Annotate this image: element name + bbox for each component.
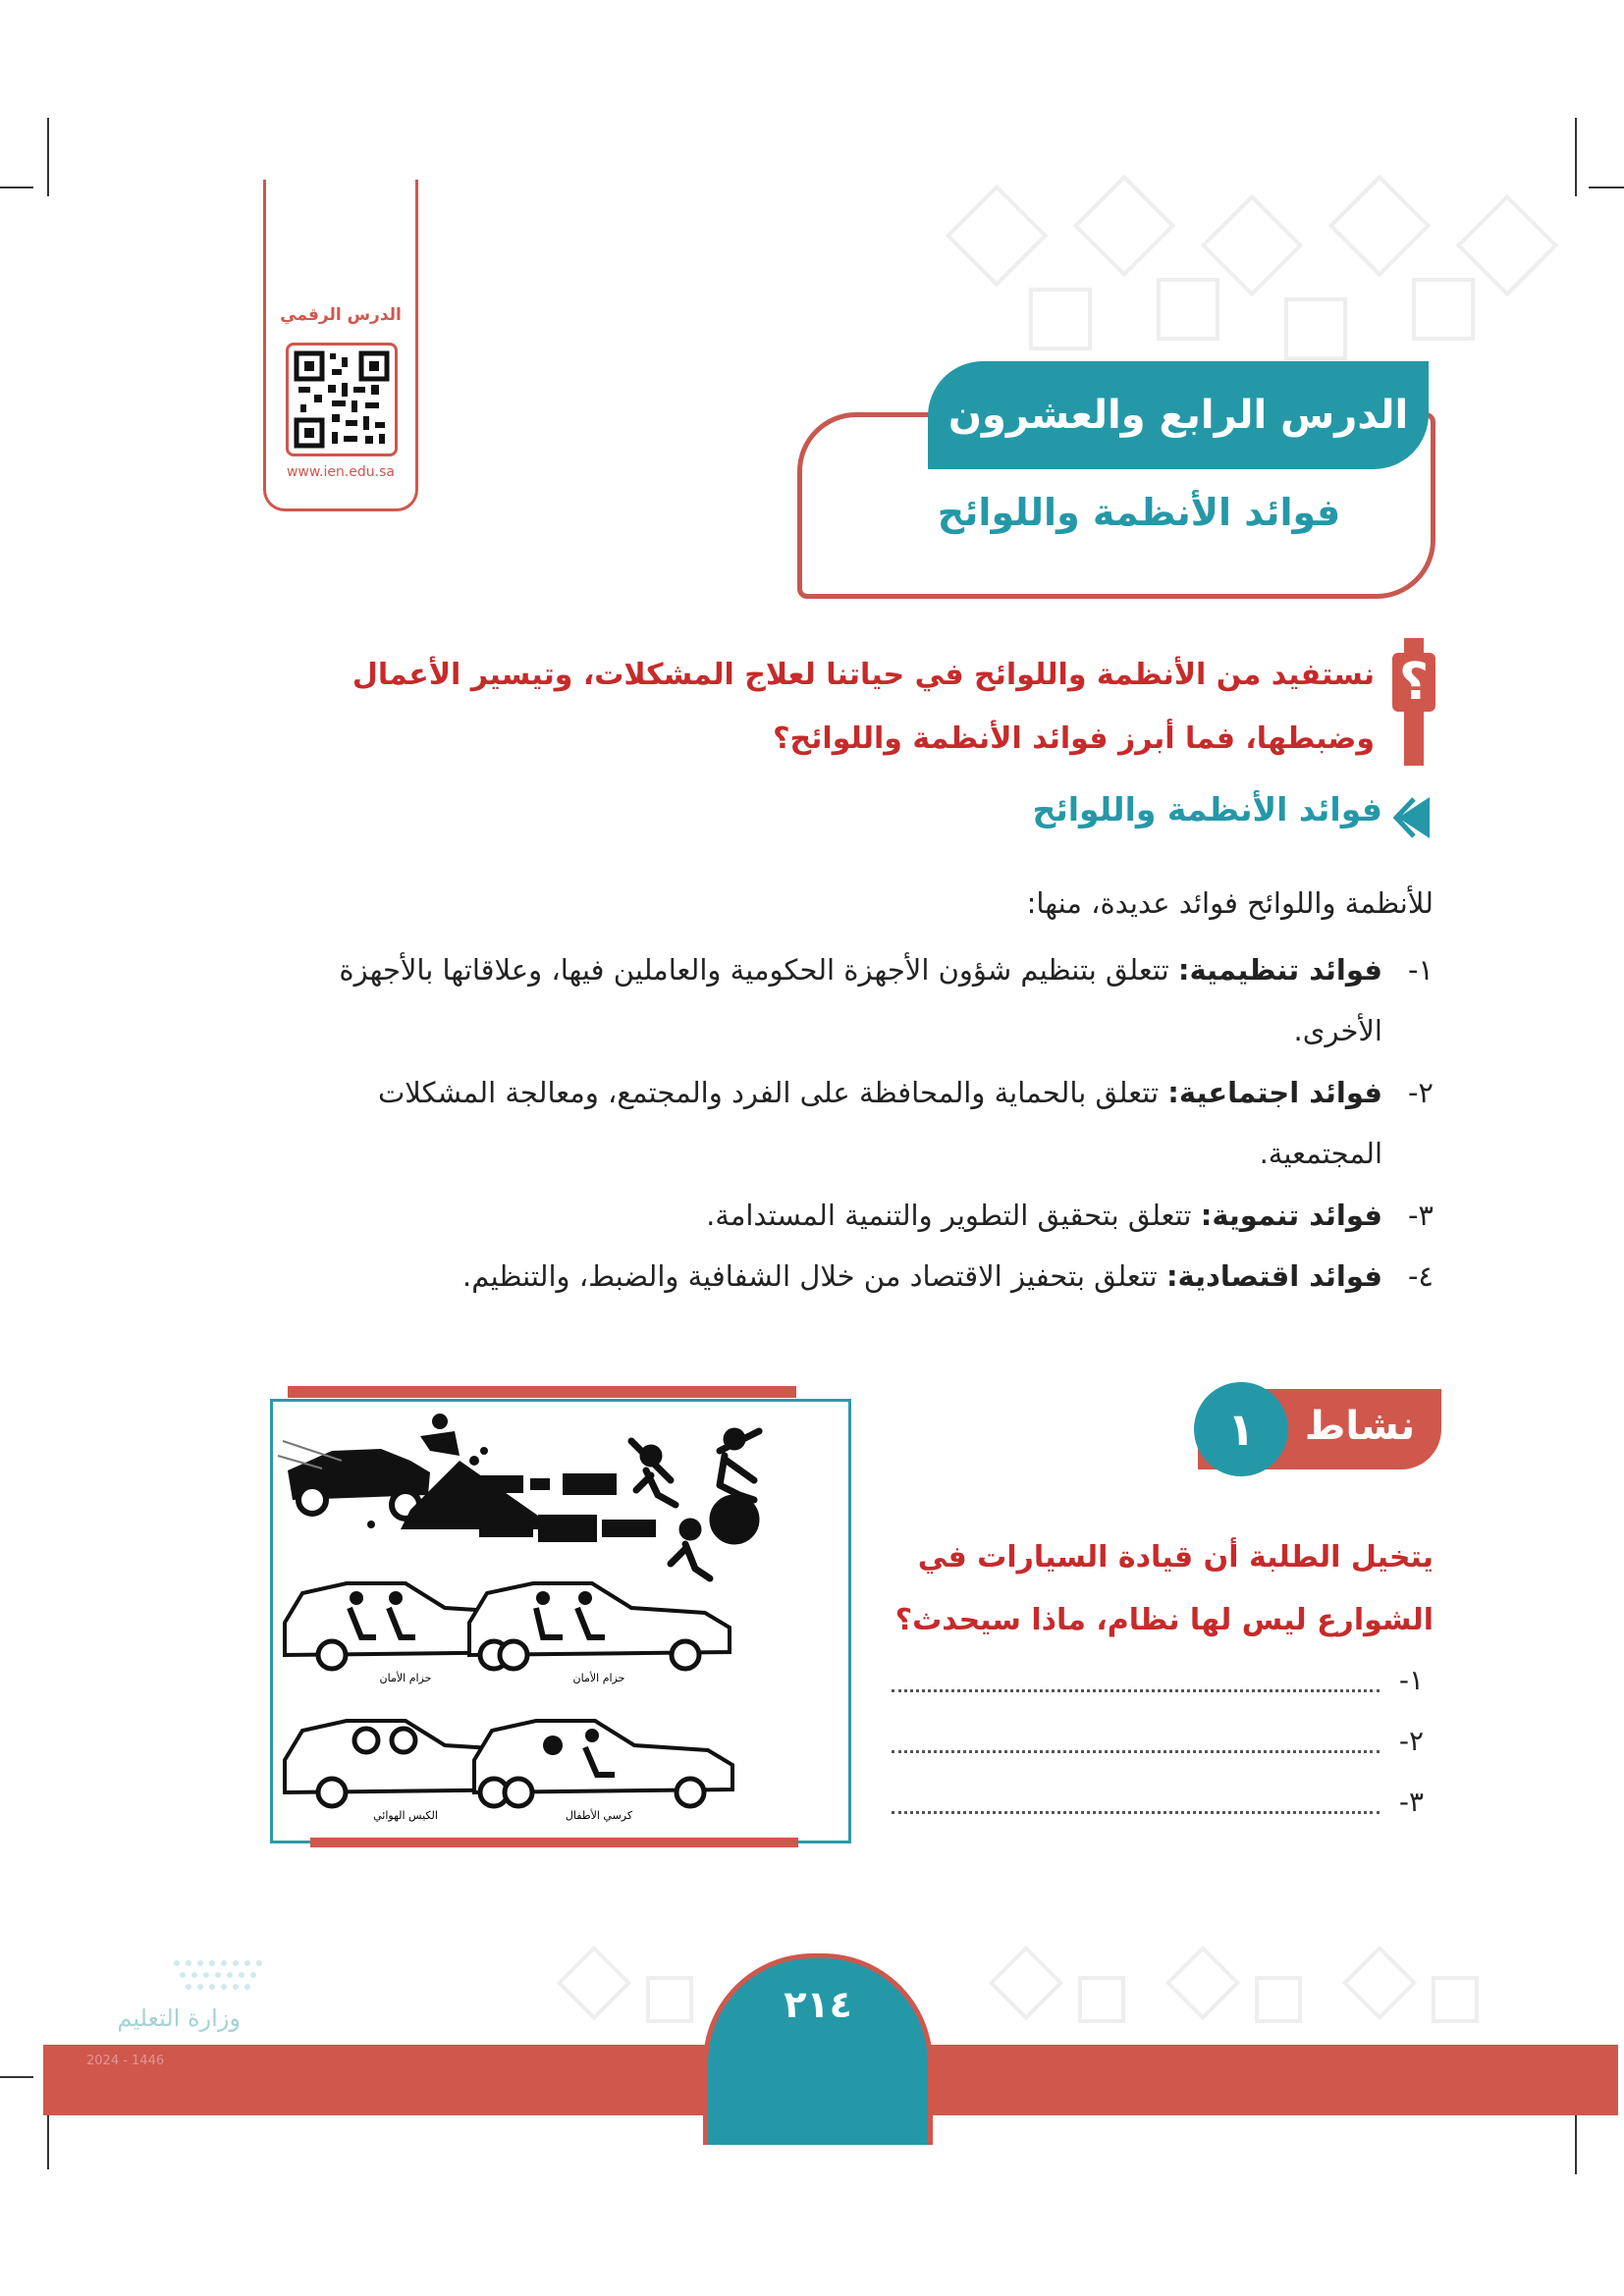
crop-mark — [0, 187, 33, 188]
benefit-number: ١- — [1407, 953, 1434, 987]
benefit-text: تتعلق بالحماية والمحافظة على الفرد والمجتمع، ومعالجة المشكلات المجتمعية. — [377, 1076, 1382, 1170]
qr-code[interactable] — [286, 343, 398, 456]
illustration-accent-bar — [310, 1838, 798, 1847]
section-intro: للأنظمة واللوائح فوائد عديدة، منها: — [1026, 886, 1434, 920]
ministry-name: وزارة التعليم — [117, 2004, 241, 2032]
crop-mark — [0, 2076, 33, 2078]
illustration-accent-bar — [288, 1386, 796, 1398]
car-safety-illustration — [270, 1399, 851, 1843]
answer-number: ١- — [1398, 1664, 1424, 1696]
crop-mark — [47, 118, 49, 196]
benefit-text: تتعلق بتنظيم شؤون الأجهزة الحكومية والعاملين فيها، وعلاقاتها بالأجهزة الأخرى. — [339, 953, 1382, 1047]
chevron-left-icon — [1392, 793, 1432, 842]
benefit-item — [255, 1246, 1434, 1307]
qr-code-icon — [289, 346, 395, 454]
activity-number: ١ — [1194, 1382, 1288, 1476]
benefit-item — [255, 1062, 1434, 1184]
page-number: ٢١٤ — [784, 1983, 852, 2026]
illustration-caption: كرسي الأطفال — [565, 1809, 633, 1822]
answer-line-1[interactable] — [874, 1664, 1424, 1703]
benefit-item — [255, 1185, 1434, 1246]
benefit-number: ٣- — [1407, 1199, 1434, 1232]
illustration-caption: الكيس الهوائي — [373, 1809, 438, 1822]
activity-question: يتخيل الطلبة أن قيادة السيارات في الشوارع ليس لها نظام، ماذا سيحدث؟ — [894, 1540, 1434, 1637]
ministry-logo-icon — [79, 1944, 304, 2052]
illustration-caption: حزام الأمان — [572, 1672, 625, 1684]
answer-line-2[interactable] — [874, 1725, 1424, 1764]
benefit-number: ٤- — [1407, 1259, 1434, 1293]
car-safety-icon — [273, 1402, 848, 1841]
benefit-number: ٢- — [1407, 1076, 1434, 1109]
lesson-number-banner: الدرس الرابع والعشرون — [928, 361, 1429, 469]
benefit-label: فوائد تنموية: — [1200, 1199, 1382, 1232]
benefit-label: فوائد اقتصادية: — [1165, 1259, 1382, 1293]
ministry-year: 2024 - 1446 — [86, 2054, 165, 2068]
answer-dots — [892, 1689, 1380, 1692]
answer-dots — [892, 1750, 1380, 1753]
answer-number: ٢- — [1398, 1725, 1424, 1757]
benefit-text: تتعلق بتحقيق التطوير والتنمية المستدامة. — [706, 1199, 1192, 1232]
intro-question: نستفيد من الأنظمة واللوائح في حياتنا لعلاج المشكلات، وتيسير الأعمال وضبطها، فما أبرز فوائد الأنظمة واللوائح؟ — [352, 658, 1375, 756]
question-mark-icon: ؟ — [1392, 653, 1435, 712]
benefit-label: فوائد اجتماعية: — [1167, 1076, 1382, 1109]
benefit-item — [255, 939, 1434, 1061]
answer-dots — [892, 1811, 1380, 1814]
activity-label: نشاط — [1304, 1404, 1416, 1449]
digital-lesson-title: الدرس الرقمي — [280, 305, 402, 325]
digital-lesson-url[interactable]: www.ien.edu.sa — [286, 464, 396, 480]
lesson-title: فوائد الأنظمة واللوائح — [937, 491, 1341, 534]
section-heading: فوائد الأنظمة واللوائح — [1032, 790, 1382, 828]
illustration-caption: حزام الأمان — [379, 1672, 432, 1684]
answer-line-3[interactable] — [874, 1786, 1424, 1825]
benefit-text: تتعلق بتحفيز الاقتصاد من خلال الشفافية والضبط، والتنظيم. — [462, 1259, 1158, 1293]
digital-lesson-tab[interactable] — [263, 180, 418, 511]
answer-number: ٣- — [1398, 1786, 1424, 1818]
benefit-label: فوائد تنظيمية: — [1177, 953, 1382, 987]
